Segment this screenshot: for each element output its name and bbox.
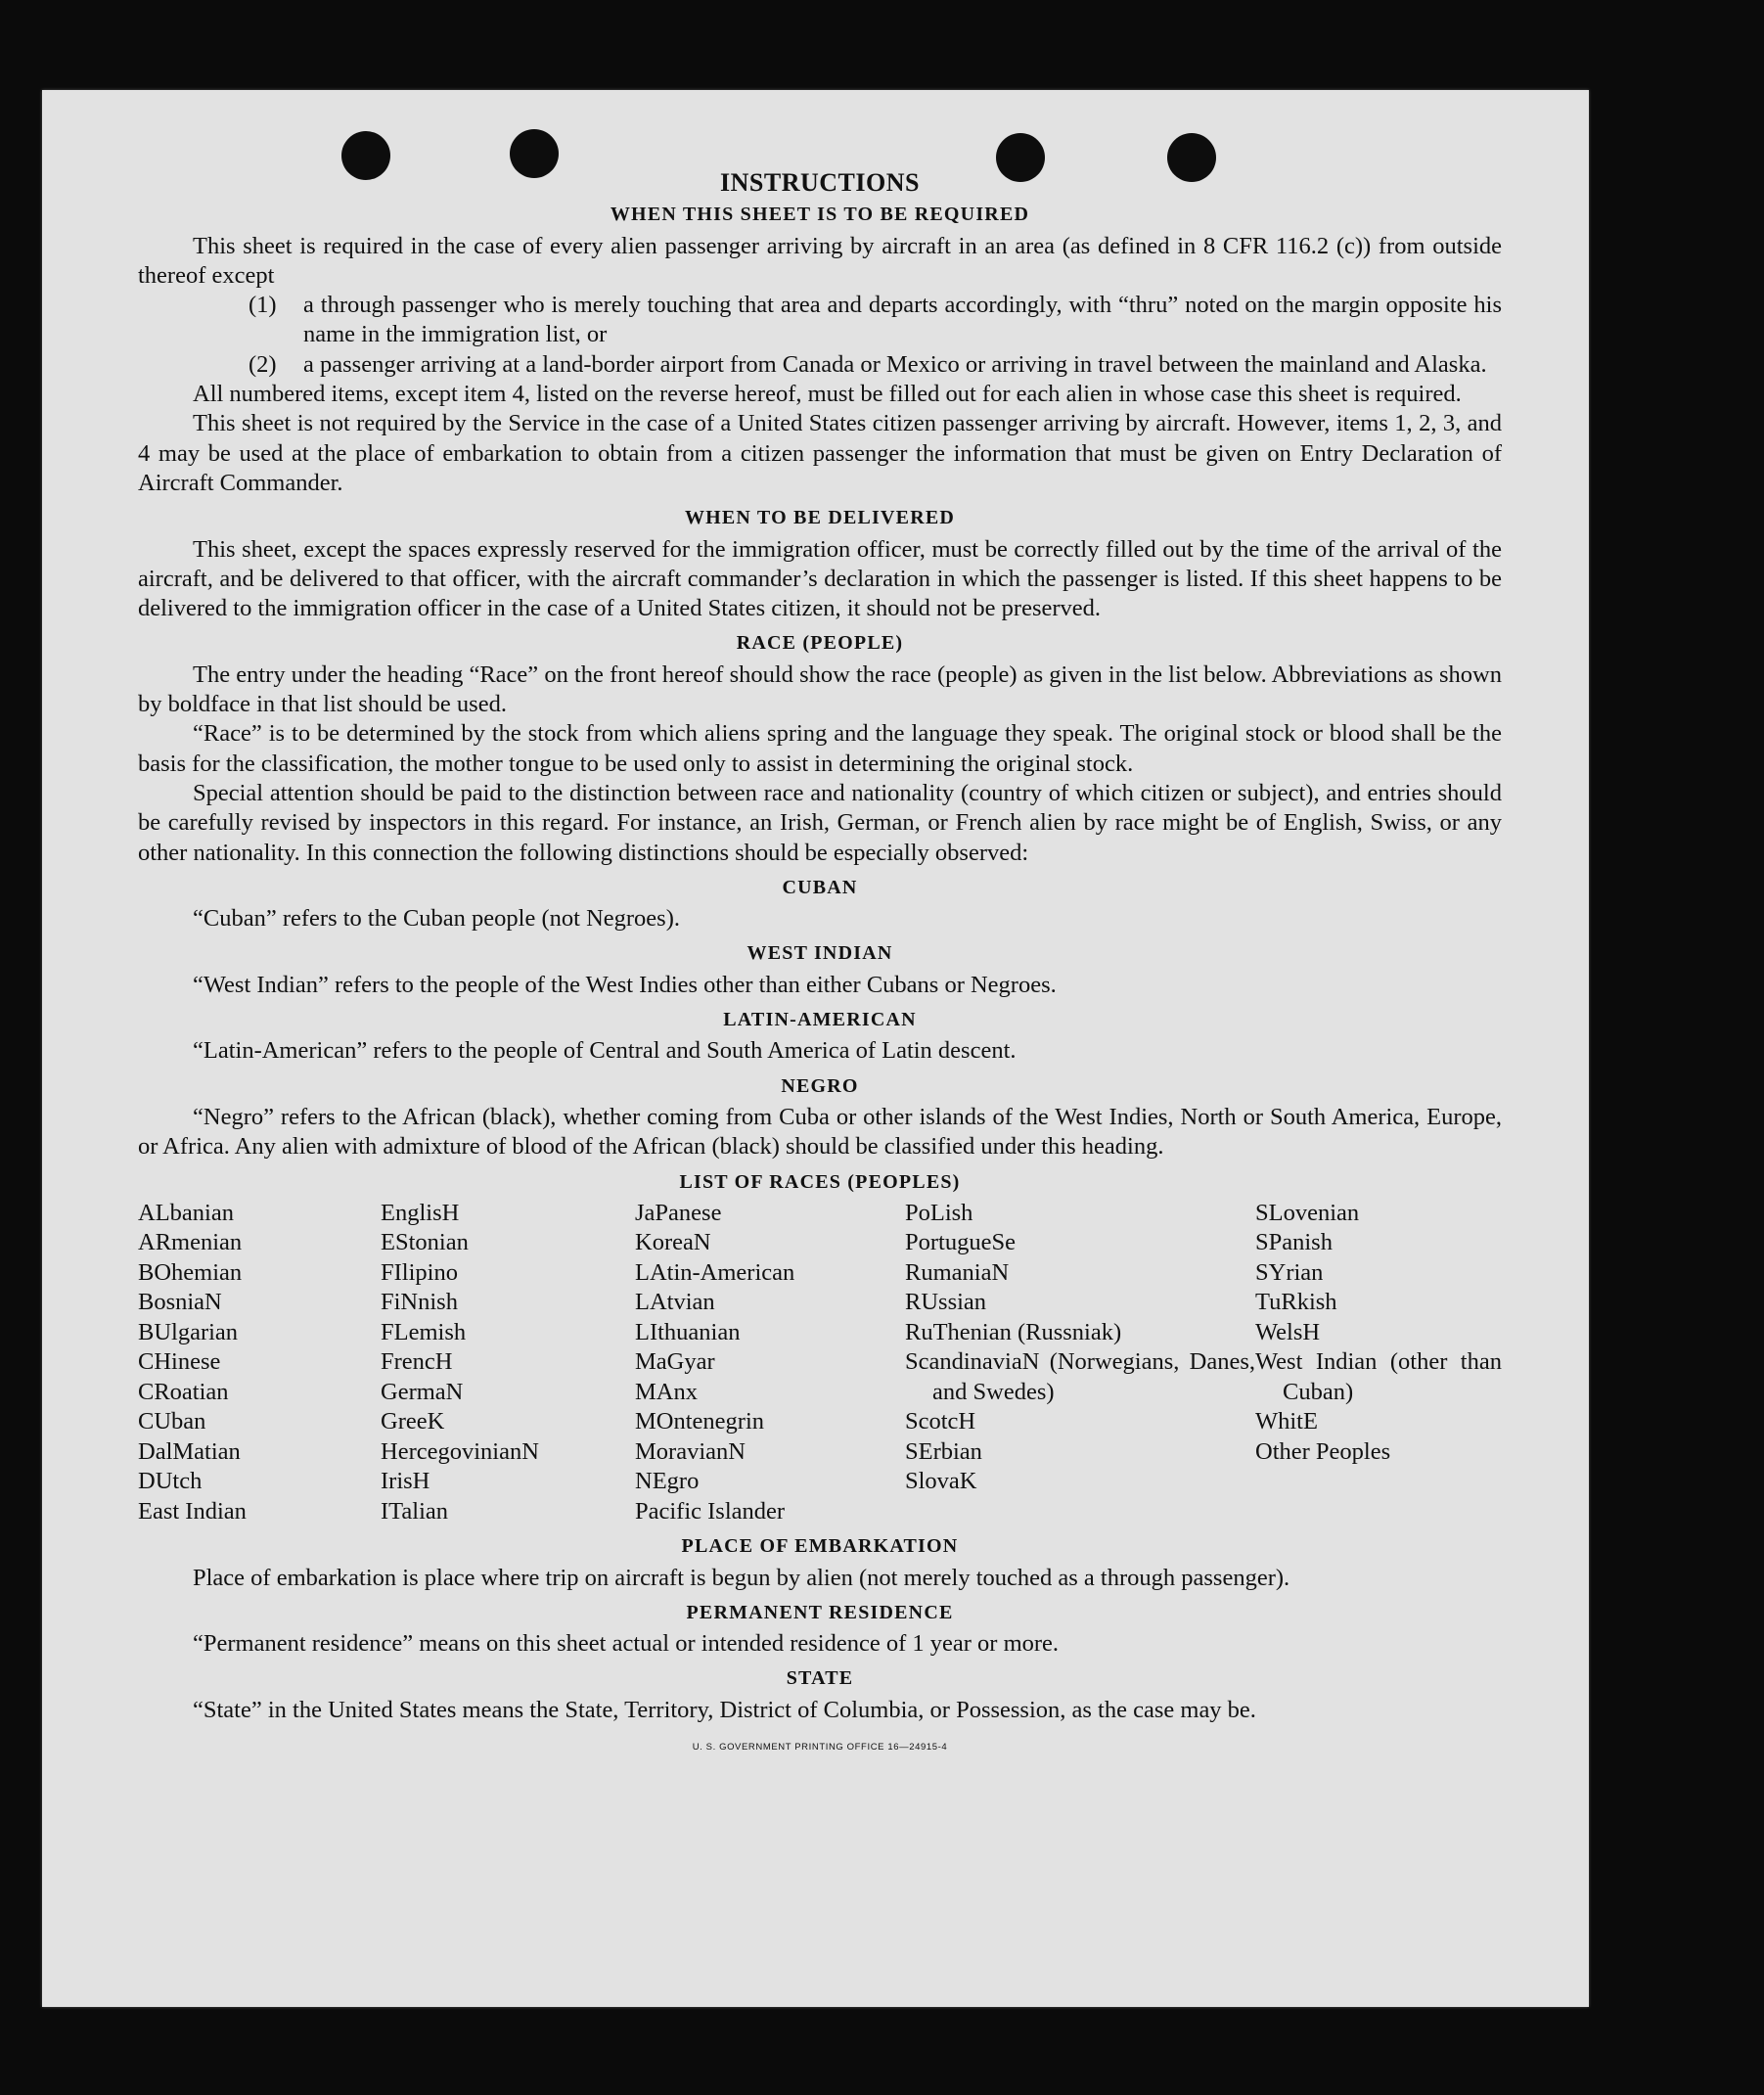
paragraph: This sheet, except the spaces expressly reserved for the immigration officer, must be correctly filled out by the time of the arrival of the aircraft, and be delivered to that officer, with the aircraft commander’s declaration in which the passenger is listed. If this sheet happens to be delivered to the immigration officer in the case of a United States citizen, it should not be preserved. [138,535,1502,622]
section-heading: WEST INDIAN [746,942,893,965]
paragraph: All numbered items, except item 4, listed on the reverse hereof, must be filled out for each alien in whose case this sheet is required. [193,381,1462,408]
race-item: NEgro [635,1468,700,1495]
section-heading: WHEN TO BE DELIVERED [684,507,956,529]
race-item: SErbian [905,1437,982,1465]
race-item: DalMatian [138,1437,241,1465]
race-item: JaPanese [635,1199,722,1226]
race-item: GermaN [381,1378,464,1405]
race-item: MoravianN [635,1437,746,1465]
race-item: ARmenian [138,1229,243,1256]
race-item: LAtvian [635,1289,715,1316]
paragraph: The entry under the heading “Race” on the front hereof should show the race (people) as given in the list below. Abbreviations as shown by boldface in that list should be used. [138,660,1502,718]
race-column [381,1199,635,1527]
race-item: CRoatian [138,1378,229,1405]
paragraph: “State” in the United States means the State, Territory, District of Columbia, or Possession, as the case may be. [193,1696,1256,1723]
race-item: BOhemian [138,1258,243,1286]
paragraph: “Latin-American” refers to the people of Central and South America of Latin descent. [193,1037,1017,1065]
paragraph: This sheet is required in the case of every alien passenger arriving by aircraft in an area (as defined in 8 CFR 116.2 (c)) from outside thereof except [138,232,1502,289]
section-heading: LATIN-AMERICAN [723,1009,917,1031]
paragraph: “Cuban” refers to the Cuban people (not Negroes). [193,905,680,933]
section-heading: PERMANENT RESIDENCE [686,1601,954,1623]
race-column [1255,1199,1502,1527]
paragraph: Special attention should be paid to the distinction between race and nationality (country of which citizen or subject), and entries should be carefully revised by inspectors in this regard. For instance, an Irish, German, or French alien by race might be of English, Swiss, or any other nationality. In this connection the following distinctions should be especially observed: [138,779,1502,866]
printing-office-footer: U. S. GOVERNMENT PRINTING OFFICE 16—24915-4 [692,1742,948,1753]
race-item: LAtin-American [635,1258,795,1286]
race-item: PoLish [905,1199,973,1226]
race-item: East Indian [138,1497,247,1525]
race-item: FiNnish [381,1289,458,1316]
race-item: RumaniaN [905,1258,1010,1286]
page-title: INSTRUCTIONS [720,168,920,197]
paragraph: “West Indian” refers to the people of the West Indies other than either Cubans or Negroes. [193,971,1057,998]
paragraph: “Negro” refers to the African (black), whether coming from Cuba or other islands of the West Indies, North or South America, Europe, or Africa. Any alien with admixture of blood of the African (black) should be classified under this heading. [138,1103,1502,1161]
race-item: TuRkish [1255,1289,1337,1316]
race-item: MOntenegrin [635,1408,764,1435]
list-item [138,350,1502,380]
section-heading: RACE (PEOPLE) [736,632,904,655]
section-heading: STATE [786,1667,854,1690]
document-sheet [42,90,1589,2007]
list-item [138,291,1502,350]
paragraph: Place of embarkation is place where trip on aircraft is begun by alien (not merely touched as a through passenger). [193,1564,1290,1591]
race-item: FrencH [381,1348,453,1376]
race-item: SYrian [1255,1258,1324,1286]
race-item: MAnx [635,1378,698,1405]
race-item: EnglisH [381,1199,460,1226]
race-item: MaGyar [635,1348,715,1376]
race-item: BosniaN [138,1289,222,1316]
paragraph: “Race” is to be determined by the stock from which aliens spring and the language they speak. The original stock or blood shall be the basis for the classification, the mother tongue to be used only to assist in determining the original stock. [138,720,1502,777]
race-column [138,1199,381,1527]
race-item: Pacific Islander [635,1497,786,1525]
race-item: RUssian [905,1289,987,1316]
race-item: SPanish [1255,1229,1333,1256]
race-item: CUban [138,1408,206,1435]
race-column [635,1199,905,1527]
race-item: IrisH [381,1468,430,1495]
section-heading: WHEN THIS SHEET IS TO BE REQUIRED [610,204,1030,226]
section-heading: PLACE OF EMBARKATION [681,1535,959,1558]
race-item: EStonian [381,1229,469,1256]
section-heading: NEGRO [781,1074,859,1097]
race-item: FIlipino [381,1258,458,1286]
race-item: SlovaK [905,1468,977,1495]
item-text: a passenger arriving at a land-border airport from Canada or Mexico or arriving in travel between the mainland and Alaska. [303,350,1487,378]
race-item: ScandinaviaN (Norwegians, Danes, and Swedes) [905,1348,1255,1405]
race-item: FLemish [381,1318,467,1345]
race-item: RuThenian (Russniak) [905,1318,1122,1345]
race-item: KoreaN [635,1229,711,1256]
race-item: LIthuanian [635,1318,741,1345]
race-list [138,1199,1502,1527]
race-item: Other Peoples [1255,1437,1391,1465]
race-item: PortugueSe [905,1229,1016,1256]
section-heading: CUBAN [782,876,858,898]
race-item: GreeK [381,1408,445,1435]
paragraph: This sheet is not required by the Service in the case of a United States citizen passenger arriving by aircraft. However, items 1, 2, 3, and 4 may be used at the place of embarkation to obtain from a citizen passenger the information that must be given on Entry Declaration of Aircraft Commander. [138,410,1502,496]
race-item: ITalian [381,1497,449,1525]
section-heading: LIST OF RACES (PEOPLES) [679,1170,961,1193]
item-number: (2) [249,350,277,378]
race-item: BUlgarian [138,1318,239,1345]
race-item: CHinese [138,1348,221,1376]
document-content [138,168,1502,1762]
race-item: ALbanian [138,1199,234,1226]
item-number: (1) [249,292,277,319]
race-item: WelsH [1255,1318,1321,1345]
item-text: a through passenger who is merely touching that area and departs accordingly, with “thru” noted on the margin opposite his name in the immigration list, or [303,292,1502,348]
race-item: ScotcH [905,1408,976,1435]
paragraph: “Permanent residence” means on this sheet actual or intended residence of 1 year or more. [193,1630,1060,1658]
race-item: WhitE [1255,1408,1318,1435]
race-item: SLovenian [1255,1199,1360,1226]
race-item: DUtch [138,1468,203,1495]
race-item: HercegovinianN [381,1437,539,1465]
race-item: West Indian (other than Cuban) [1255,1348,1502,1405]
race-column [905,1199,1255,1527]
